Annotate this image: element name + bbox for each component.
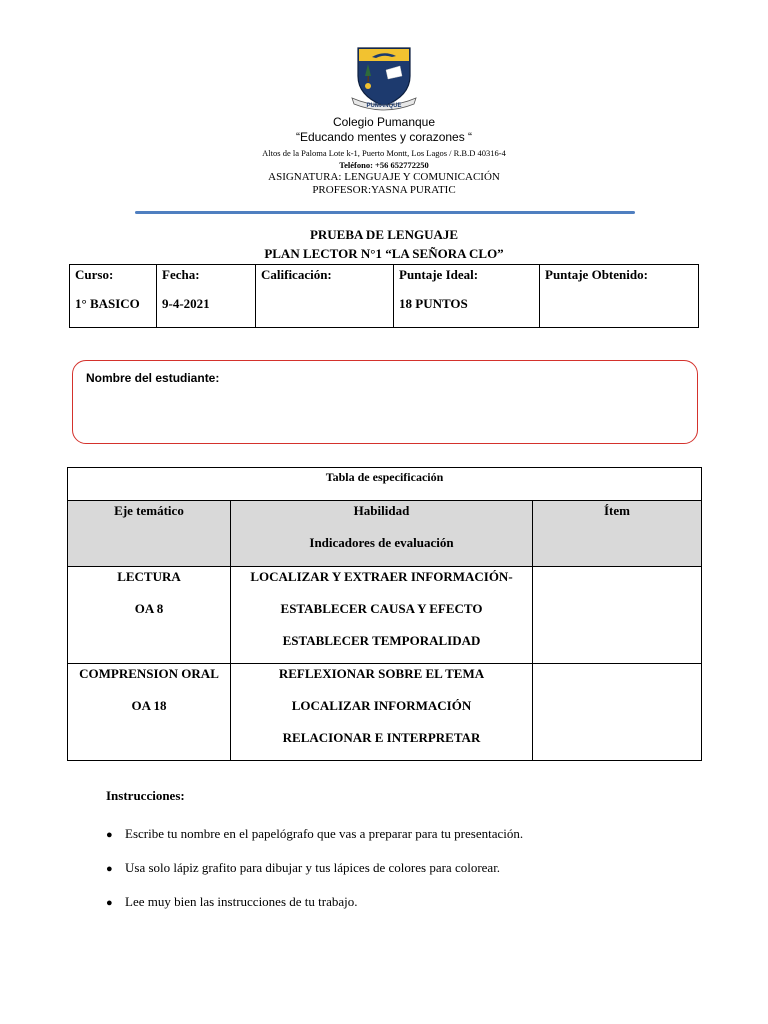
eje-name: LECTURA [117, 569, 181, 584]
calificacion-label: Calificación: [261, 267, 332, 282]
habilidad-item: RELACIONAR E INTERPRETAR [282, 730, 481, 745]
puntaje-obtenido-label: Puntaje Obtenido: [545, 267, 648, 282]
curso-value: 1° BASICO [75, 296, 140, 311]
teacher-line: PROFESOR:YASNA PURATIC [312, 184, 456, 196]
col-header-item [533, 501, 702, 567]
puntaje-ideal-cell [394, 265, 540, 328]
item-cell [533, 567, 702, 664]
school-crest-logo [346, 46, 422, 112]
item-cell [533, 664, 702, 761]
instruction-text: Lee muy bien las instrucciones de tu trabajo. [125, 894, 358, 909]
list-item [106, 860, 500, 876]
svg-text:PUMANQUE: PUMANQUE [366, 103, 402, 109]
col-header-eje [68, 501, 231, 567]
col-header-habilidad [231, 501, 533, 567]
table-row [68, 664, 702, 761]
habilidad-item: REFLEXIONAR SOBRE EL TEMA [278, 666, 485, 681]
habilidad-cell [231, 567, 533, 664]
curso-label: Curso: [75, 267, 114, 282]
list-item [106, 826, 523, 842]
instructions-title: Instrucciones: [106, 788, 185, 803]
header-divider [135, 211, 635, 214]
school-name: Colegio Pumanque [332, 115, 436, 129]
col-habilidad-label: Habilidad [353, 503, 410, 518]
subject-line: ASIGNATURA: LENGUAJE Y COMUNICACIÓN [268, 171, 500, 183]
calificacion-cell [256, 265, 394, 328]
instruction-text: Usa solo lápiz grafito para dibujar y tus lápices de colores para colorear. [125, 860, 501, 875]
instruction-text: Escribe tu nombre en el papelógrafo que vas a preparar para tu presentación. [125, 826, 524, 841]
fecha-value: 9-4-2021 [162, 296, 210, 311]
school-address: Altos de la Paloma Lote k-1, Puerto Montt, Los Lagos / R.B.D 40316-4 [262, 148, 506, 158]
habilidad-item: LOCALIZAR Y EXTRAER INFORMACIÓN- [250, 569, 513, 584]
test-info-table [69, 264, 699, 328]
puntaje-obtenido-cell [540, 265, 699, 328]
student-name-label: Nombre del estudiante: [86, 371, 220, 385]
eje-cell [68, 567, 231, 664]
spec-table-title: Tabla de especificación [68, 468, 702, 501]
test-subtitle: PLAN LECTOR N°1 “LA SEÑORA CLO” [264, 246, 504, 261]
student-name-box[interactable] [72, 360, 698, 444]
habilidad-item: ESTABLECER TEMPORALIDAD [282, 633, 481, 648]
col-item-label: Ítem [604, 503, 630, 518]
school-motto: “Educando mentes y corazones “ [295, 130, 473, 144]
habilidad-item: ESTABLECER CAUSA Y EFECTO [280, 601, 483, 616]
habilidad-cell [231, 664, 533, 761]
eje-name: COMPRENSION ORAL [79, 666, 219, 681]
fecha-cell [157, 265, 256, 328]
table-row [68, 567, 702, 664]
specification-table [67, 467, 702, 761]
puntaje-ideal-label: Puntaje Ideal: [399, 267, 479, 282]
curso-cell [70, 265, 157, 328]
eje-code: OA 18 [131, 698, 167, 713]
eje-code: OA 8 [134, 601, 164, 616]
bullet-icon: ● [106, 829, 113, 841]
puntaje-ideal-value: 18 PUNTOS [399, 296, 468, 311]
bullet-icon: ● [106, 897, 113, 909]
habilidad-item: LOCALIZAR INFORMACIÓN [291, 698, 472, 713]
eje-cell [68, 664, 231, 761]
test-title: PRUEBA DE LENGUAJE [309, 227, 459, 242]
fecha-label: Fecha: [162, 267, 200, 282]
col-eje-label: Eje temático [114, 503, 184, 518]
school-phone: Teléfono: +56 652772250 [339, 160, 429, 170]
bullet-icon: ● [106, 863, 113, 875]
list-item [106, 894, 357, 910]
col-indicadores-label: Indicadores de evaluación [309, 535, 454, 550]
